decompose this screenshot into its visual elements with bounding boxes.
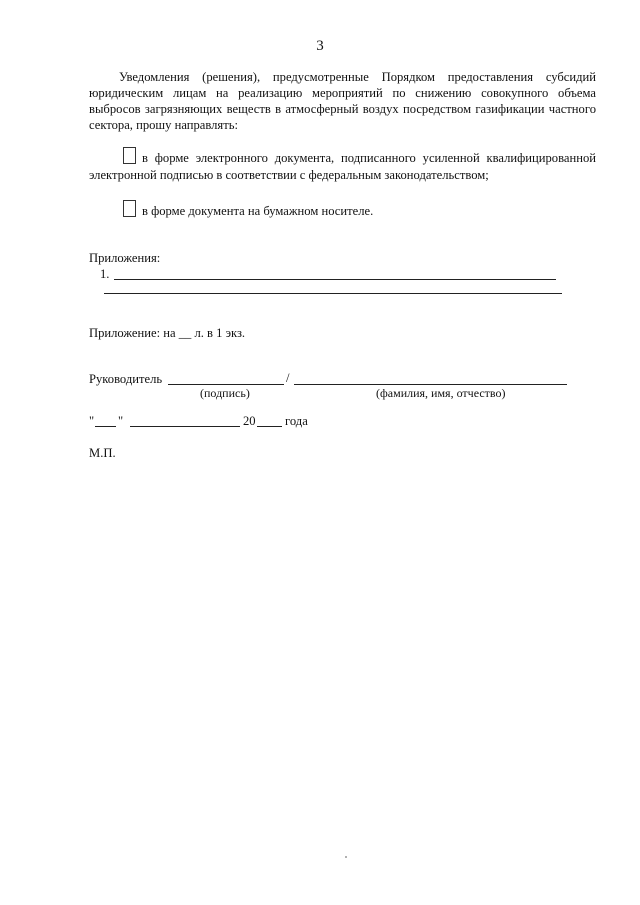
day-line[interactable]: [95, 426, 116, 427]
date-close-quote: ": [118, 414, 124, 428]
attachment-item-line[interactable]: [114, 279, 556, 280]
paper-delivery-checkbox[interactable]: [123, 200, 136, 217]
year-prefix: 20: [243, 414, 256, 428]
year-suffix: года: [285, 414, 308, 428]
scan-speck: [345, 856, 347, 858]
year-line[interactable]: [257, 426, 282, 427]
signature-line[interactable]: [168, 384, 284, 385]
paper-delivery-label: в форме документа на бумажном носителе.: [142, 204, 374, 218]
month-line[interactable]: [130, 426, 240, 427]
signature-separator: /: [286, 371, 290, 385]
page-number: 3: [316, 38, 324, 54]
stamp-label: М.П.: [89, 446, 116, 460]
electronic-delivery-label: в форме электронного документа, подписанного усиленной квалифицированной электронной подписью в соответствии с федеральным законодательством;: [89, 151, 596, 182]
attachment-continuation-line[interactable]: [104, 293, 562, 294]
attachments-heading: Приложения:: [89, 251, 161, 265]
full-name-caption: (фамилия, имя, отчество): [376, 386, 506, 400]
full-name-line[interactable]: [294, 384, 567, 385]
attachment-item-number: 1.: [100, 267, 110, 281]
date-open-quote: ": [89, 414, 95, 428]
intro-paragraph: Уведомления (решения), предусмотренные Порядком предоставления субсидий юридическим лицам на реализацию мероприятий по снижению совокупного объема выбросов загрязняющих веществ в атмосферный воздух посредством газификации частного сектора, прошу направлять:: [89, 70, 596, 132]
head-role-label: Руководитель: [89, 372, 163, 386]
attachment-note: Приложение: на __ л. в 1 экз.: [89, 326, 246, 340]
signature-caption: (подпись): [200, 386, 250, 400]
